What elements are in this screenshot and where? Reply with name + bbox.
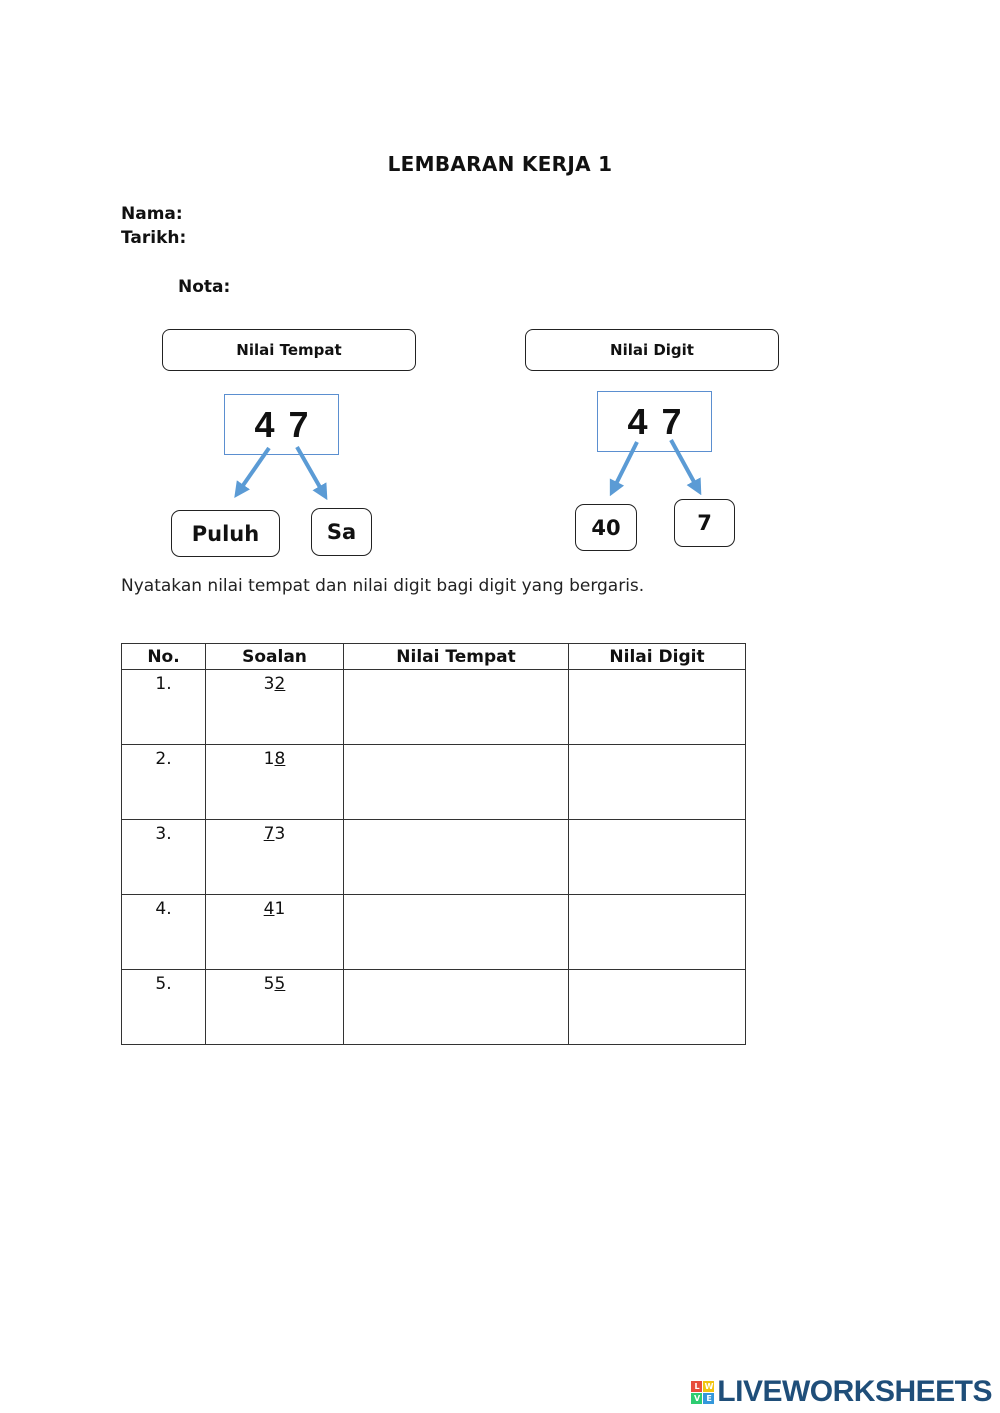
place-value-answer-cell[interactable] xyxy=(344,670,569,745)
instruction-text: Nyatakan nilai tempat dan nilai digit bagi digit yang bergaris. xyxy=(121,576,645,596)
digit-value-ones-box: 7 xyxy=(674,499,735,547)
question-number: 32 xyxy=(206,670,344,745)
underlined-digit: 4 xyxy=(263,899,275,919)
row-number: 3. xyxy=(122,820,206,895)
arrow-right-ones xyxy=(671,440,699,491)
digit-value-answer-cell[interactable] xyxy=(569,970,746,1045)
worksheet-table xyxy=(121,643,746,1045)
question-number: 41 xyxy=(206,895,344,970)
underlined-digit: 7 xyxy=(263,824,275,844)
note-label: Nota: xyxy=(178,277,231,297)
row-number: 5. xyxy=(122,970,206,1045)
place-value-answer-cell[interactable] xyxy=(344,895,569,970)
place-value-heading: Nilai Tempat xyxy=(162,329,416,371)
table-row xyxy=(122,820,746,895)
place-value-digit-ones: 7 xyxy=(288,403,309,445)
row-number: 4. xyxy=(122,895,206,970)
row-number: 2. xyxy=(122,745,206,820)
digit-value-answer-cell[interactable] xyxy=(569,820,746,895)
digit-value-digit-tens: 4 xyxy=(627,400,648,442)
header-place-value: Nilai Tempat xyxy=(344,644,569,670)
header-digit-value: Nilai Digit xyxy=(569,644,746,670)
liveworksheets-brand: LIVEWORKSHEETS xyxy=(717,1375,992,1408)
underlined-digit: 8 xyxy=(274,749,286,769)
place-value-ones-box: Sa xyxy=(311,508,372,556)
digit-value-answer-cell[interactable] xyxy=(569,895,746,970)
place-value-tens-box: Puluh xyxy=(171,510,280,557)
digit-value-answer-cell[interactable] xyxy=(569,670,746,745)
digit-value-tens-box: 40 xyxy=(575,504,637,551)
place-value-answer-cell[interactable] xyxy=(344,970,569,1045)
diagram-arrows xyxy=(0,0,1000,600)
question-number: 73 xyxy=(206,820,344,895)
question-number: 55 xyxy=(206,970,344,1045)
header-no: No. xyxy=(122,644,206,670)
name-label: Nama: xyxy=(121,204,183,224)
table-row xyxy=(122,745,746,820)
digit-value-answer-cell[interactable] xyxy=(569,745,746,820)
liveworksheets-logo-icon: L W V E xyxy=(691,1381,714,1404)
date-label: Tarikh: xyxy=(121,228,187,248)
question-number: 18 xyxy=(206,745,344,820)
arrow-right-tens xyxy=(612,442,637,492)
table-row xyxy=(122,970,746,1045)
digit-value-digit-ones: 7 xyxy=(661,400,682,442)
place-value-answer-cell[interactable] xyxy=(344,820,569,895)
digit-value-heading: Nilai Digit xyxy=(525,329,779,371)
liveworksheets-footer[interactable] xyxy=(691,1375,992,1409)
underlined-digit: 2 xyxy=(274,674,286,694)
underlined-digit: 5 xyxy=(274,974,286,994)
arrow-left-ones xyxy=(297,447,325,496)
table-row xyxy=(122,895,746,970)
arrow-left-tens xyxy=(237,448,269,494)
header-question: Soalan xyxy=(206,644,344,670)
place-value-digit-tens: 4 xyxy=(254,403,275,445)
worksheet-title: LEMBARAN KERJA 1 xyxy=(387,152,613,176)
place-value-answer-cell[interactable] xyxy=(344,745,569,820)
table-row xyxy=(122,670,746,745)
table-header-row xyxy=(122,644,746,670)
row-number: 1. xyxy=(122,670,206,745)
